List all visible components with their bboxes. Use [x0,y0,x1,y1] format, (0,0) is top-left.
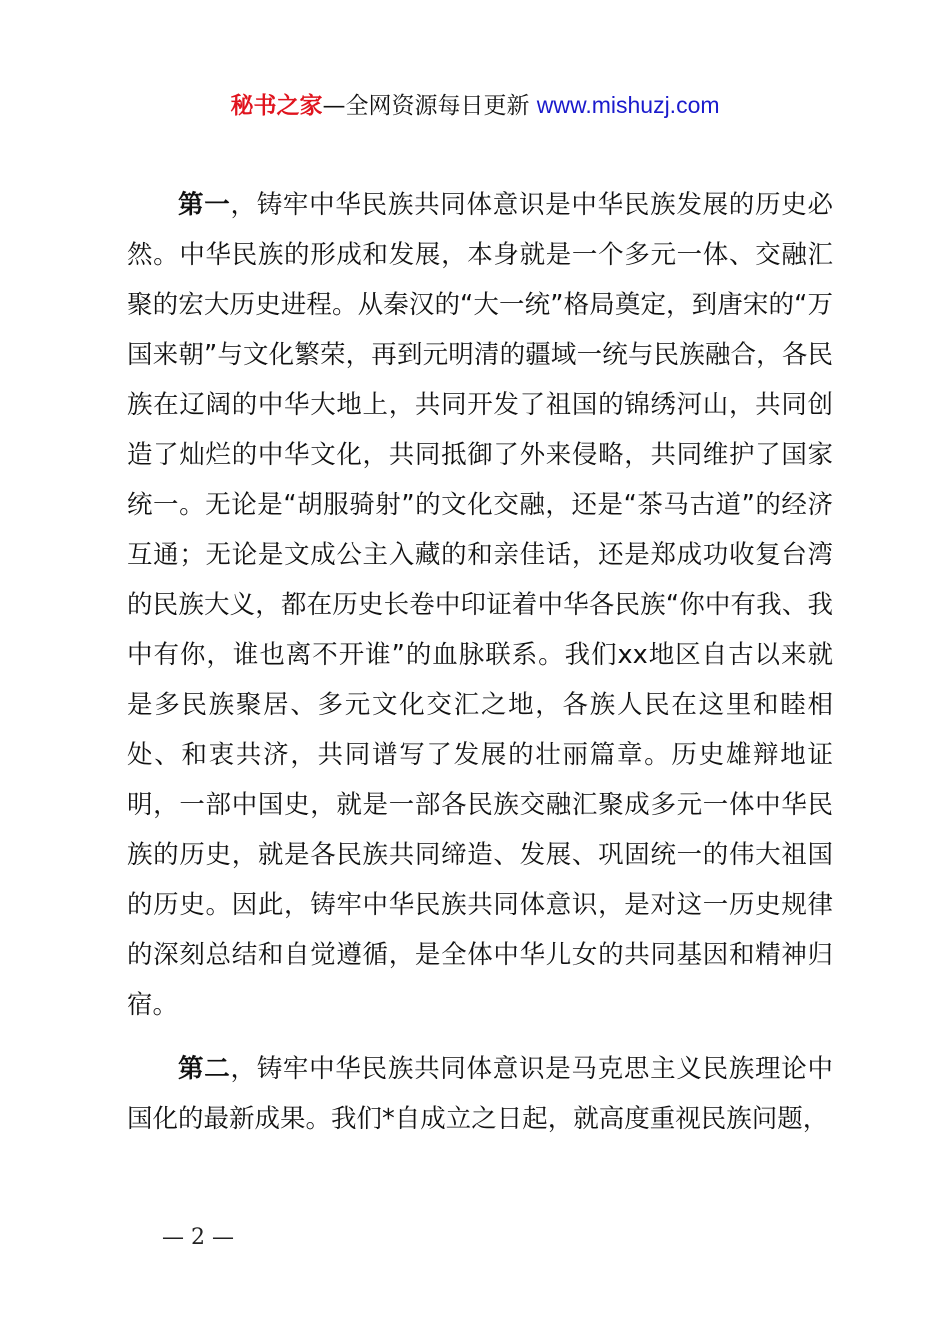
paragraph-lead: 第一 [178,190,231,220]
document-body [127,180,833,1144]
page-number: — 2 — [162,1225,234,1250]
paragraph-lead: 第二 [178,1054,231,1084]
paragraph-text: ，铸牢中华民族共同体意识是中华民族发展的历史必然。中华民族的形成和发展，本身就是一个多元一体、交融汇聚的宏大历史进程。从秦汉的“大一统”格局奠定，到唐宋的“万国来朝”与文化繁荣，再到元明清的疆域一统与民族融合，各民族在辽阔的中华大地上，共同开发了祖国的锦绣河山，共同创造了灿烂的中华文化，共同抵御了外来侵略，共同维护了国家统一。无论是“胡服骑射”的文化交融，还是“茶马古道”的经济互通；无论是文成公主入藏的和亲佳话，还是郑成功收复台湾的民族大义，都在历史长卷中印证着中华各民族“你中有我、我中有你，谁也离不开谁”的血脉联系。我们xx地区自古以来就是多民族聚居、多元文化交汇之地，各族人民在这里和睦相处、和衷共济，共同谱写了发展的壮丽篇章。历史雄辩地证明，一部中国史，就是一部各民族交融汇聚成多元一体中华民族的历史，就是各民族共同缔造、发展、巩固统一的伟大祖国的历史。因此，铸牢中华民族共同体意识，是对这一历史规律的深刻总结和自觉遵循，是全体中华儿女的共同基因和精神归宿。 [127,190,833,1020]
site-tagline: —全网资源每日更新 [322,93,537,119]
paragraph-second [127,1044,833,1144]
site-brand: 秘书之家 [230,93,323,119]
site-url-link[interactable]: www.mishuzj.com [536,92,720,118]
paragraph-text: ，铸牢中华民族共同体意识是马克思主义民族理论中国化的最新成果。我们*自成立之日起，就高度重视民族问题， [127,1054,833,1134]
site-header [0,88,950,123]
paragraph-first [127,180,833,1030]
